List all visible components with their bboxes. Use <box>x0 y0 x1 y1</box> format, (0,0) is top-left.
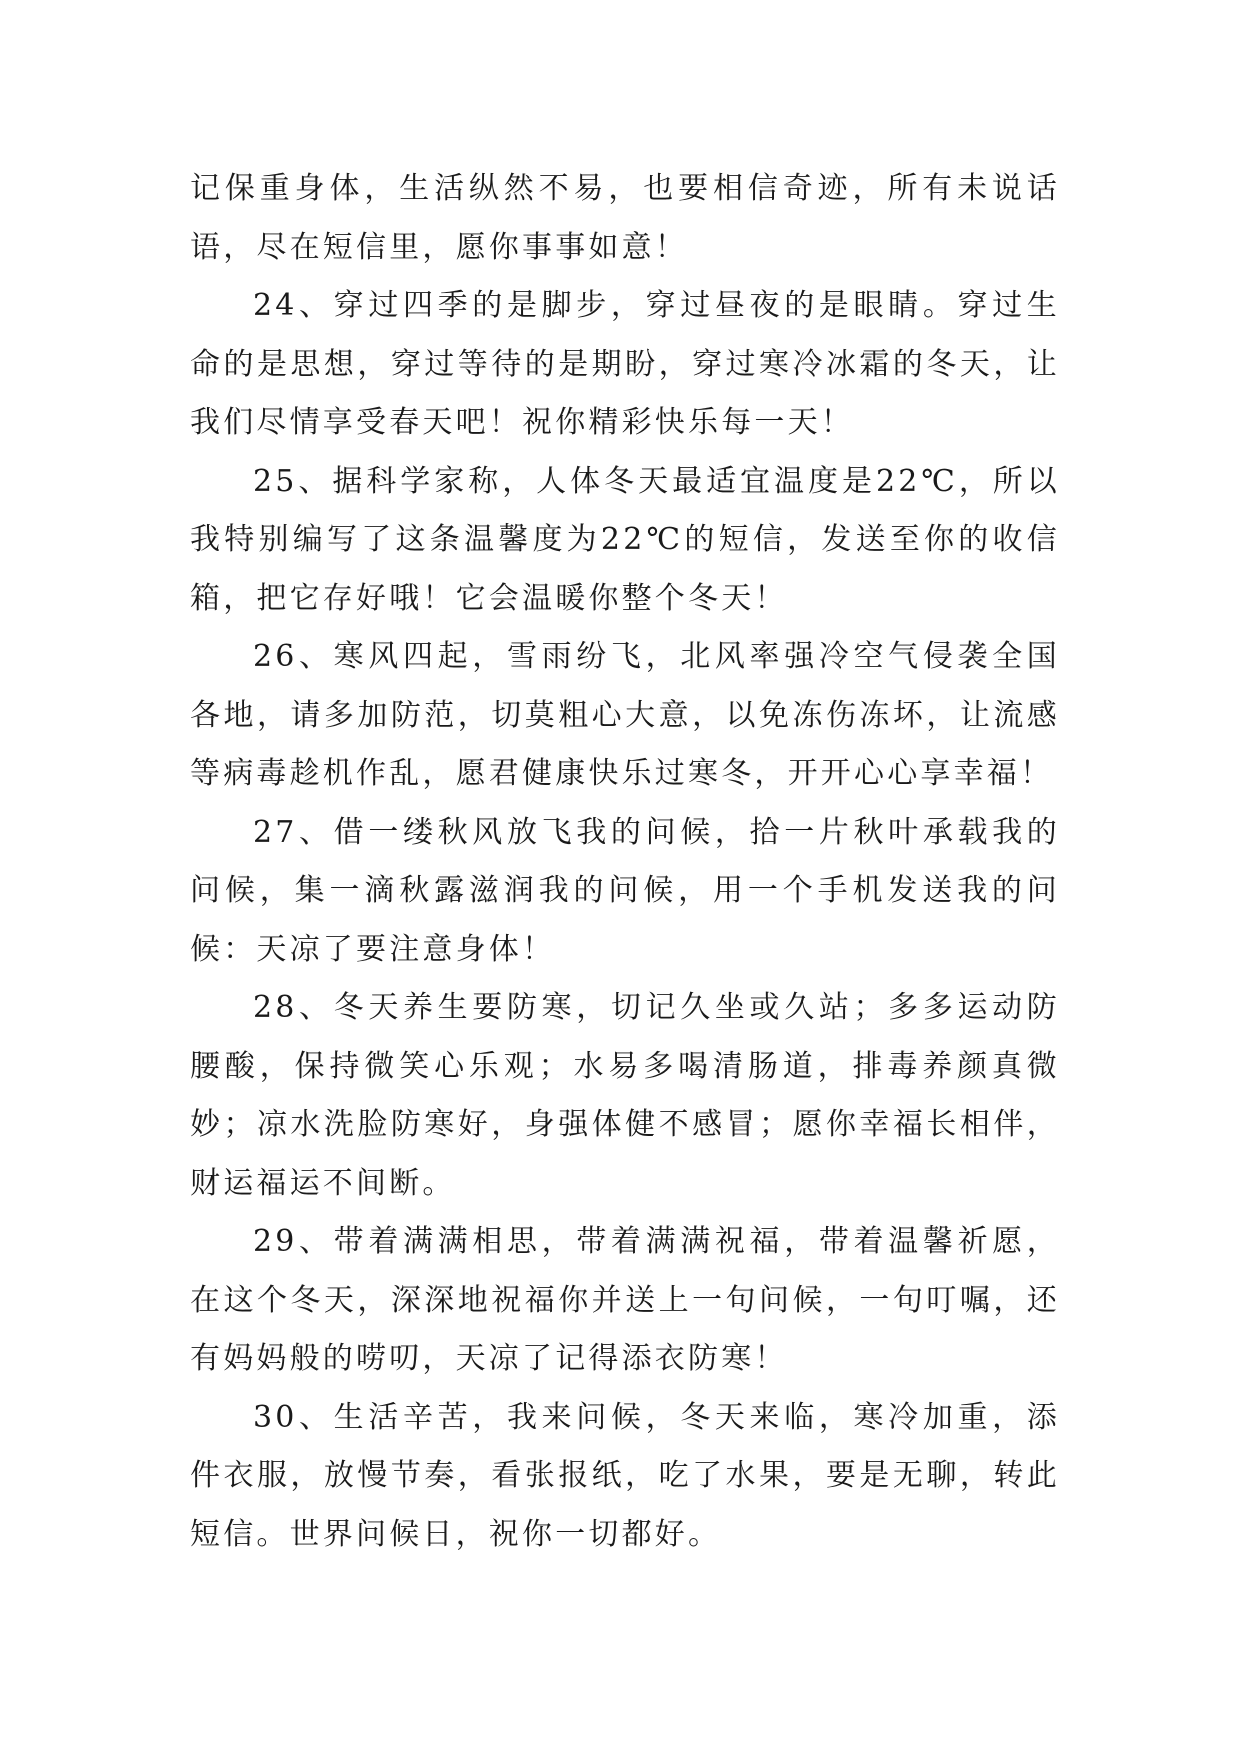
paragraph-item-29: 29、带着满满相思，带着满满祝福，带着温馨祈愿，在这个冬天，深深地祝福你并送上一句问候，一句叮嘱，还有妈妈般的唠叨，天凉了记得添衣防寒！ <box>190 1224 1060 1376</box>
document-body <box>190 160 1060 1564</box>
paragraph-item-28: 28、冬天养生要防寒，切记久坐或久站；多多运动防腰酸，保持微笑心乐观；水易多喝清肠道，排毒养颜真微妙；凉水洗脸防寒好，身强体健不感冒；愿你幸福长相伴，财运福运不间断。 <box>190 990 1060 1201</box>
paragraph-item-27: 27、借一缕秋风放飞我的问候，拾一片秋叶承载我的问候，集一滴秋露滋润我的问候，用一个手机发送我的问候：天凉了要注意身体！ <box>190 814 1060 967</box>
paragraph-item-25: 25、据科学家称，人体冬天最适宜温度是22℃，所以我特别编写了这条温馨度为22℃的短信，发送至你的收信箱，把它存好哦！它会温暖你整个冬天！ <box>190 463 1060 616</box>
paragraph-item-30: 30、生活辛苦，我来问候，冬天来临，寒冷加重，添件衣服，放慢节奏，看张报纸，吃了水果，要是无聊，转此短信。世界问候日，祝你一切都好。 <box>190 1399 1060 1552</box>
paragraph-item-26: 26、寒风四起，雪雨纷飞，北风率强冷空气侵袭全国各地，请多加防范，切莫粗心大意，以免冻伤冻坏，让流感等病毒趁机作乱，愿君健康快乐过寒冬，开开心心享幸福！ <box>190 639 1060 791</box>
paragraph-item-24: 24、穿过四季的是脚步，穿过昼夜的是眼睛。穿过生命的是思想，穿过等待的是期盼，穿过寒冷冰霜的冬天，让我们尽情享受春天吧！祝你精彩快乐每一天！ <box>190 288 1060 440</box>
paragraph-continuation: 记保重身体，生活纵然不易，也要相信奇迹，所有未说话语，尽在短信里，愿你事事如意！ <box>190 171 1060 265</box>
